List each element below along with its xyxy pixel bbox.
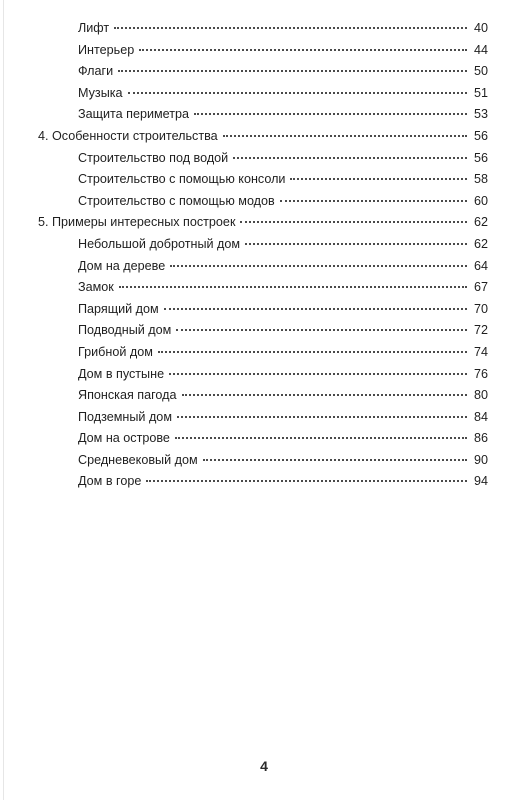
toc-entry xyxy=(38,104,488,126)
toc-entry xyxy=(38,61,488,83)
toc-entry xyxy=(38,299,488,321)
toc-entry xyxy=(38,191,488,213)
toc-page-number: 62 xyxy=(473,236,488,251)
toc-page-number: 51 xyxy=(473,85,488,100)
dot-leader xyxy=(139,49,467,51)
toc-page-number: 76 xyxy=(473,366,488,381)
dot-leader xyxy=(182,394,468,396)
dot-leader xyxy=(128,92,467,94)
toc-page-number: 86 xyxy=(473,431,488,446)
toc-entry xyxy=(38,40,488,62)
toc-title: Дом на дереве xyxy=(78,258,166,273)
toc-page-number: 40 xyxy=(473,21,488,35)
dot-leader xyxy=(177,416,467,418)
dot-leader xyxy=(119,286,467,288)
toc-page-number: 56 xyxy=(473,150,488,165)
toc-page-number: 50 xyxy=(473,64,488,79)
toc-title: Строительство под водой xyxy=(78,150,229,165)
dot-leader xyxy=(203,459,467,461)
toc-title: Дом в пустыне xyxy=(78,366,165,381)
toc-entry xyxy=(38,277,488,299)
toc-page-number: 58 xyxy=(473,172,488,187)
dot-leader xyxy=(240,221,467,223)
toc-page-number: 60 xyxy=(473,193,488,208)
toc-entry xyxy=(38,428,488,450)
toc-entry xyxy=(38,169,488,191)
toc-entry xyxy=(38,320,488,342)
toc-page-number: 70 xyxy=(473,301,488,316)
toc-entry xyxy=(38,407,488,429)
dot-leader xyxy=(280,200,467,202)
toc-title: Небольшой добротный дом xyxy=(78,236,241,251)
toc-page-number: 74 xyxy=(473,344,488,359)
toc-page-number: 84 xyxy=(473,409,488,424)
toc-title: Грибной дом xyxy=(78,344,153,359)
toc-page-number: 53 xyxy=(473,107,488,122)
dot-leader xyxy=(146,480,467,482)
toc-entry xyxy=(38,18,488,40)
toc-title: Музыка xyxy=(78,85,123,100)
toc-title: 5. Примеры интересных построек xyxy=(38,215,236,230)
toc-entry xyxy=(38,148,488,170)
toc-page-number: 72 xyxy=(473,323,488,338)
dot-leader xyxy=(245,243,467,245)
dot-leader xyxy=(290,178,467,180)
dot-leader xyxy=(164,308,467,310)
toc-entry xyxy=(38,234,488,256)
dot-leader xyxy=(176,329,467,331)
dot-leader xyxy=(194,113,467,115)
toc-title: Японская пагода xyxy=(78,388,177,403)
toc-page-number: 44 xyxy=(473,42,488,57)
toc-entry xyxy=(38,83,488,105)
toc-page-number: 90 xyxy=(473,452,488,467)
toc-title: Дом на острове xyxy=(78,431,170,446)
toc-title: 4. Особенности строительства xyxy=(38,128,218,143)
toc-title: Защита периметра xyxy=(78,107,190,122)
dot-leader xyxy=(223,135,467,137)
toc-title: Строительство с помощью консоли xyxy=(78,172,286,187)
toc-chapter xyxy=(38,126,488,148)
dot-leader xyxy=(233,157,467,159)
toc-page-number: 56 xyxy=(473,128,488,143)
dot-leader xyxy=(118,70,467,72)
toc-title: Строительство с помощью модов xyxy=(78,193,275,208)
toc-page-number: 67 xyxy=(473,280,488,295)
toc-page-number: 64 xyxy=(473,258,488,273)
toc-entry xyxy=(38,450,488,472)
toc-entry xyxy=(38,471,488,493)
toc-page-number: 94 xyxy=(473,474,488,489)
toc-page-number: 80 xyxy=(473,388,488,403)
toc-title: Замок xyxy=(78,280,114,295)
toc-title: Интерьер xyxy=(78,42,135,57)
dot-leader xyxy=(158,351,467,353)
toc-title: Флаги xyxy=(78,64,114,79)
toc-title: Средневековый дом xyxy=(78,452,198,467)
dot-leader xyxy=(175,437,467,439)
toc-chapter xyxy=(38,212,488,234)
toc-entry xyxy=(38,256,488,278)
toc-page-number: 62 xyxy=(473,215,488,230)
toc-title: Подземный дом xyxy=(78,409,172,424)
toc-entry xyxy=(38,385,488,407)
toc-title: Парящий дом xyxy=(78,301,159,316)
toc-entry xyxy=(38,342,488,364)
toc-title: Подводный дом xyxy=(78,323,172,338)
table-of-contents xyxy=(38,18,488,493)
page-number: 4 xyxy=(260,758,268,774)
dot-leader xyxy=(114,27,467,29)
toc-title: Лифт xyxy=(78,21,110,35)
dot-leader xyxy=(170,265,467,267)
toc-entry xyxy=(38,364,488,386)
page-edge xyxy=(3,0,4,800)
toc-title: Дом в горе xyxy=(78,474,142,489)
dot-leader xyxy=(169,373,467,375)
